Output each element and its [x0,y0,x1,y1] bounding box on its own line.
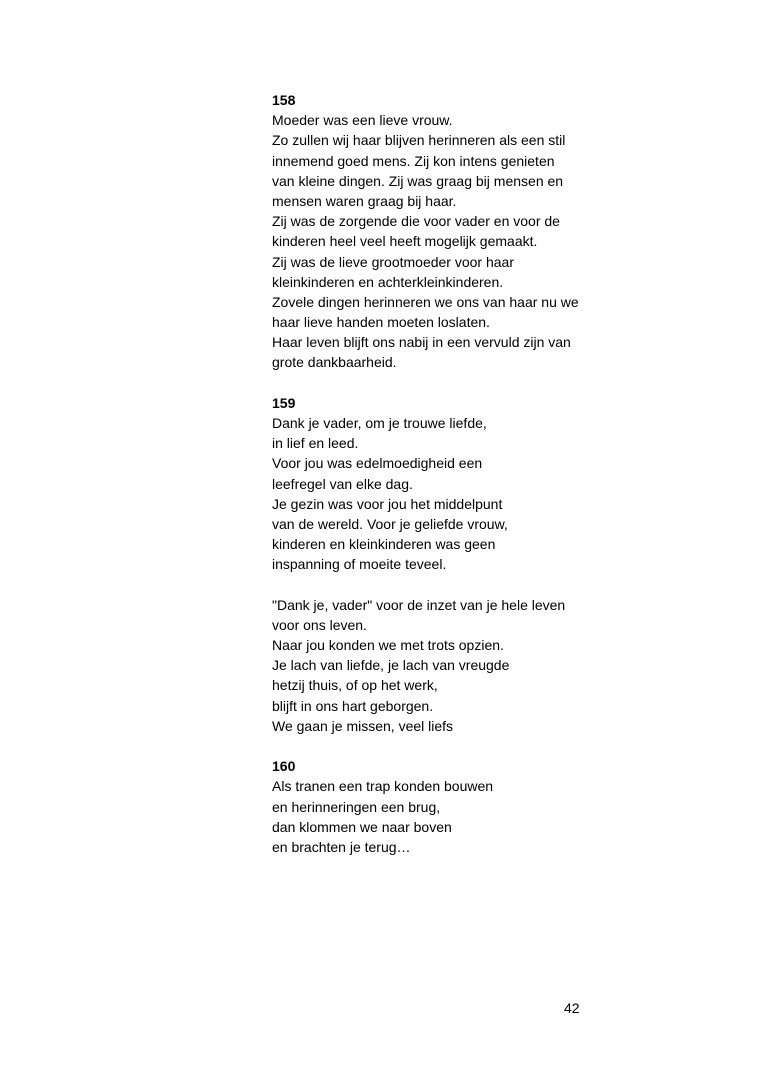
poem-line: dan klommen we naar boven [272,818,452,835]
poem-line: voor ons leven. [272,616,367,633]
poem-line: blijft in ons hart geborgen. [272,697,434,714]
stanza [272,595,602,736]
poem-line: Je lach van liefde, je lach van vreugde [272,657,510,674]
poem-line: grote dankbaarheid. [272,354,397,371]
poem-line: Als tranen een trap konden bouwen [272,778,494,795]
poem-line: haar lieve handen moeten loslaten. [272,314,490,331]
poem-line: innemend goed mens. Zij kon intens genieten [272,152,555,169]
poem-line: kleinkinderen en achterkleinkinderen. [272,273,504,290]
poem-line: Moeder was een lieve vrouw. [272,112,453,129]
poem-line: Je gezin was voor jou het middelpunt [272,495,503,512]
poem [272,90,602,373]
poem-line: en herinneringen een brug, [272,798,441,815]
poem-line: "Dank je, vader" voor de inzet van je hele leven [272,596,566,613]
poem-line: leefregel van elke dag. [272,475,413,492]
poem [272,756,602,857]
poem-line: Dank je vader, om je trouwe liefde, [272,415,487,431]
poem-line: Zovele dingen herinneren we ons van haar nu we [272,293,579,310]
poem-line: mensen waren graag bij haar. [272,192,457,209]
poem-line: in lief en leed. [272,435,359,452]
poem-line: Zij was de lieve grootmoeder voor haar [272,253,515,270]
poem-number: 158 [272,92,296,108]
poem-line: van kleine dingen. Zij was graag bij mensen en [272,172,564,189]
poem-line: kinderen heel veel heeft mogelijk gemaakt. [272,233,538,250]
stanza [272,776,602,857]
poem-number: 160 [272,758,296,775]
poem-line: hetzij thuis, of op het werk, [272,677,438,694]
poem-line: en brachten je terug… [272,838,411,855]
poem-collection [272,90,602,877]
stanza [272,413,602,575]
poem-line: Naar jou konden we met trots opzien. [272,637,504,654]
poem-line: Zij was de zorgende die voor vader en voor de [272,213,560,230]
poem-line: Haar leven blijft ons nabij in een vervuld zijn van [272,334,571,351]
page-number: 42 [564,1000,580,1016]
stanza [272,110,602,372]
poem-number: 159 [272,394,296,411]
poem-line: inspanning of moeite teveel. [272,556,447,573]
poem [272,393,602,736]
poem-line: Voor jou was edelmoedigheid een [272,455,483,472]
poem-line: We gaan je missen, veel liefs [272,717,454,734]
poem-line: Zo zullen wij haar blijven herinneren als een stil [272,132,566,149]
poem-line: van de wereld. Voor je geliefde vrouw, [272,515,508,532]
poem-line: kinderen en kleinkinderen was geen [272,536,496,553]
